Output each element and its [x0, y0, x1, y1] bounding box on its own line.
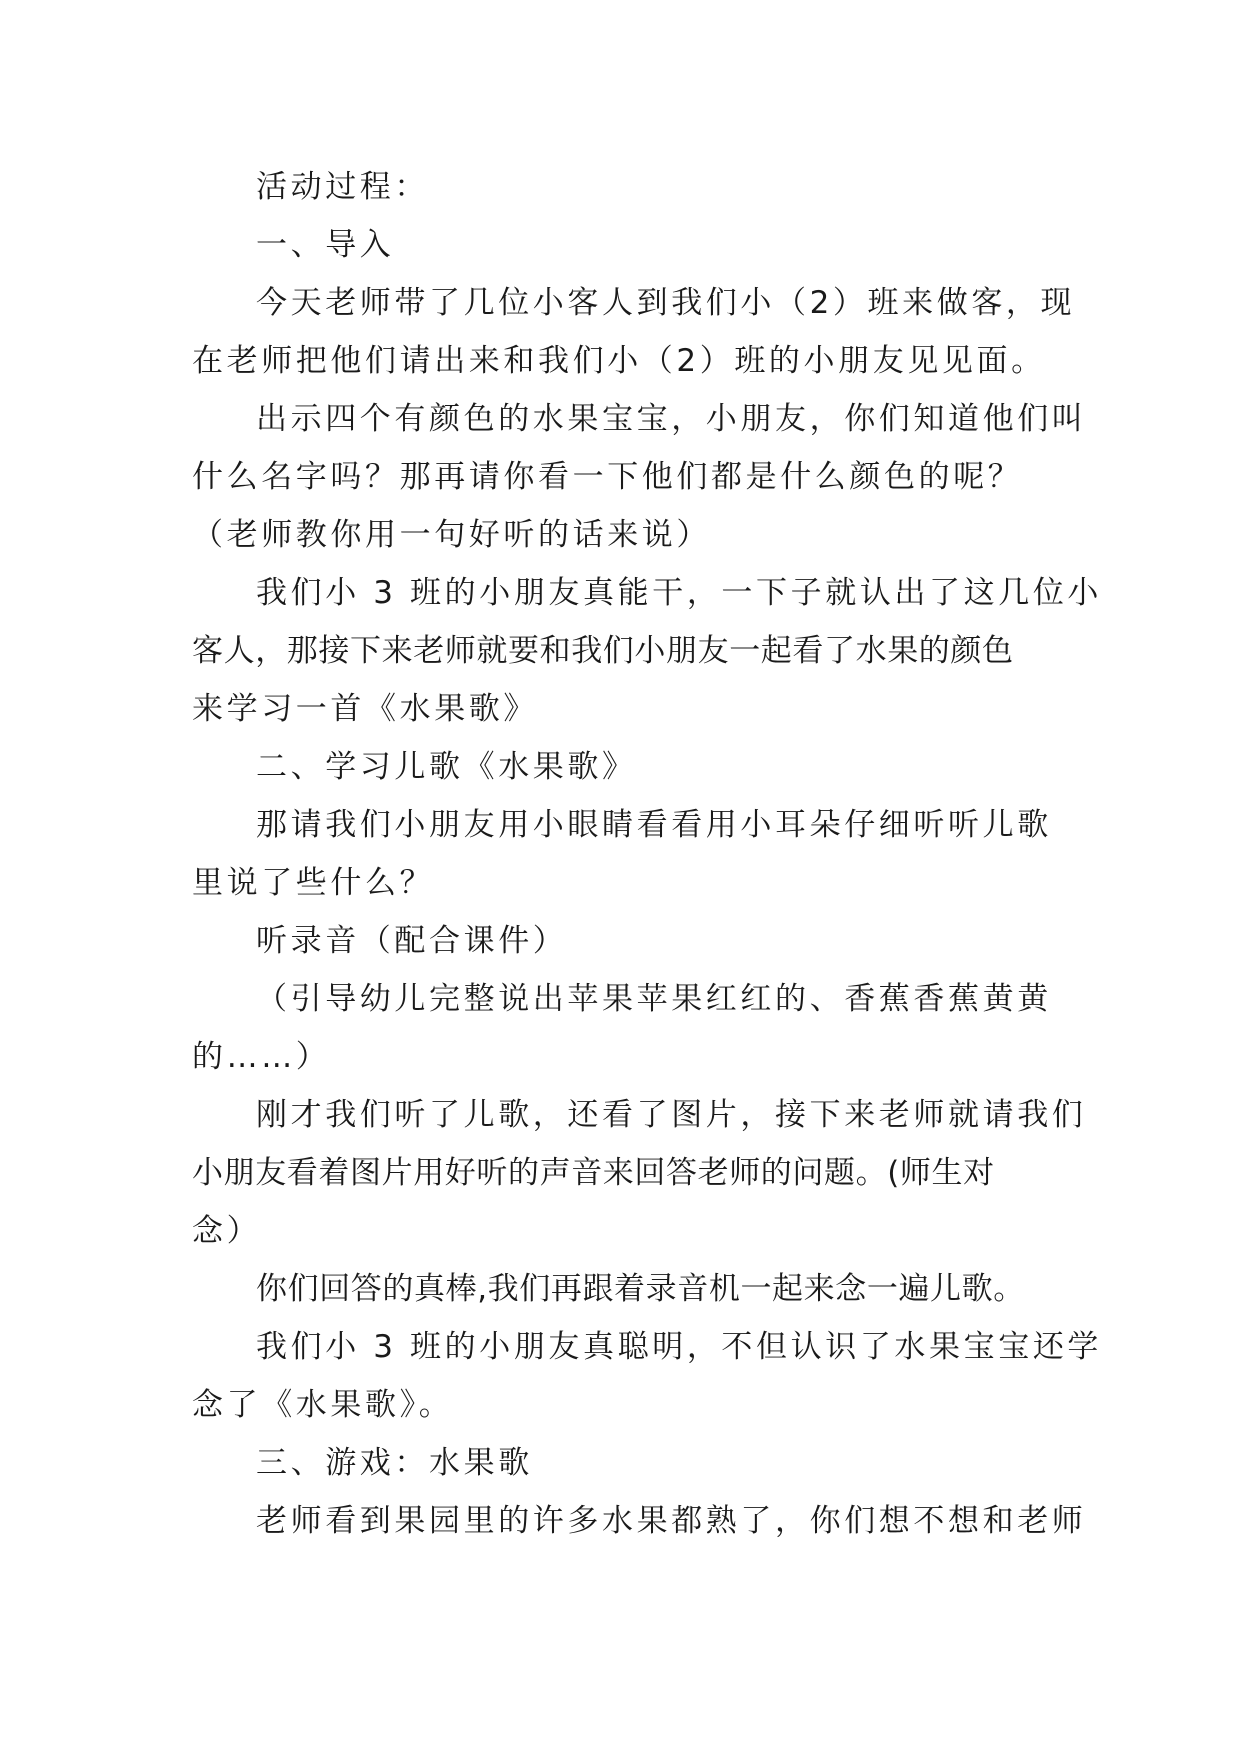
paragraph-line: 的……） — [192, 1039, 331, 1075]
section-heading: 三、游戏：水果歌 — [256, 1445, 533, 1481]
section-heading: 二、学习儿歌《水果歌》 — [256, 749, 637, 785]
paragraph-line: 客人，那接下来老师就要和我们小朋友一起看了水果的颜色 — [192, 633, 1014, 669]
paragraph-line: 里说了些什么？ — [192, 865, 435, 901]
paragraph-line: 活动过程： — [256, 169, 429, 205]
paragraph-line: 在老师把他们请出来和我们小（2）班的小朋友见见面。 — [192, 343, 1046, 379]
paragraph-line: （老师教你用一句好听的话来说） — [192, 517, 711, 553]
paragraph-line: 念了《水果歌》。 — [192, 1387, 454, 1423]
paragraph-line: 我们小 3 班的小朋友真能干，一下子就认出了这几位小 — [256, 575, 1103, 611]
paragraph-line: 今天老师带了几位小客人到我们小（2）班来做客，现 — [256, 285, 1076, 321]
paragraph-line: 你们回答的真棒,我们再跟着录音机一起来念一遍儿歌。 — [256, 1271, 1025, 1307]
section-heading: 一、导入 — [256, 227, 395, 263]
paragraph-line: 老师看到果园里的许多水果都熟了，你们想不想和老师 — [256, 1503, 1087, 1539]
paragraph-line: （引导幼儿完整说出苹果苹果红红的、香蕉香蕉黄黄 — [256, 981, 1052, 1017]
paragraph-line: 听录音（配合课件） — [256, 923, 568, 959]
paragraph-line: 小朋友看着图片用好听的声音来回答老师的问题。(师生对 — [192, 1155, 995, 1191]
paragraph-line: 刚才我们听了儿歌，还看了图片，接下来老师就请我们 — [256, 1097, 1087, 1133]
paragraph-line: 出示四个有颜色的水果宝宝，小朋友，你们知道他们叫 — [256, 401, 1087, 437]
paragraph-line: 来学习一首《水果歌》 — [192, 691, 538, 727]
paragraph-line: 那请我们小朋友用小眼睛看看用小耳朵仔细听听儿歌 — [256, 807, 1052, 843]
paragraph-line: 我们小 3 班的小朋友真聪明，不但认识了水果宝宝还学 — [256, 1329, 1103, 1365]
paragraph-line: 什么名字吗？那再请你看一下他们都是什么颜色的呢？ — [192, 459, 1023, 495]
paragraph-line: 念） — [192, 1213, 262, 1249]
